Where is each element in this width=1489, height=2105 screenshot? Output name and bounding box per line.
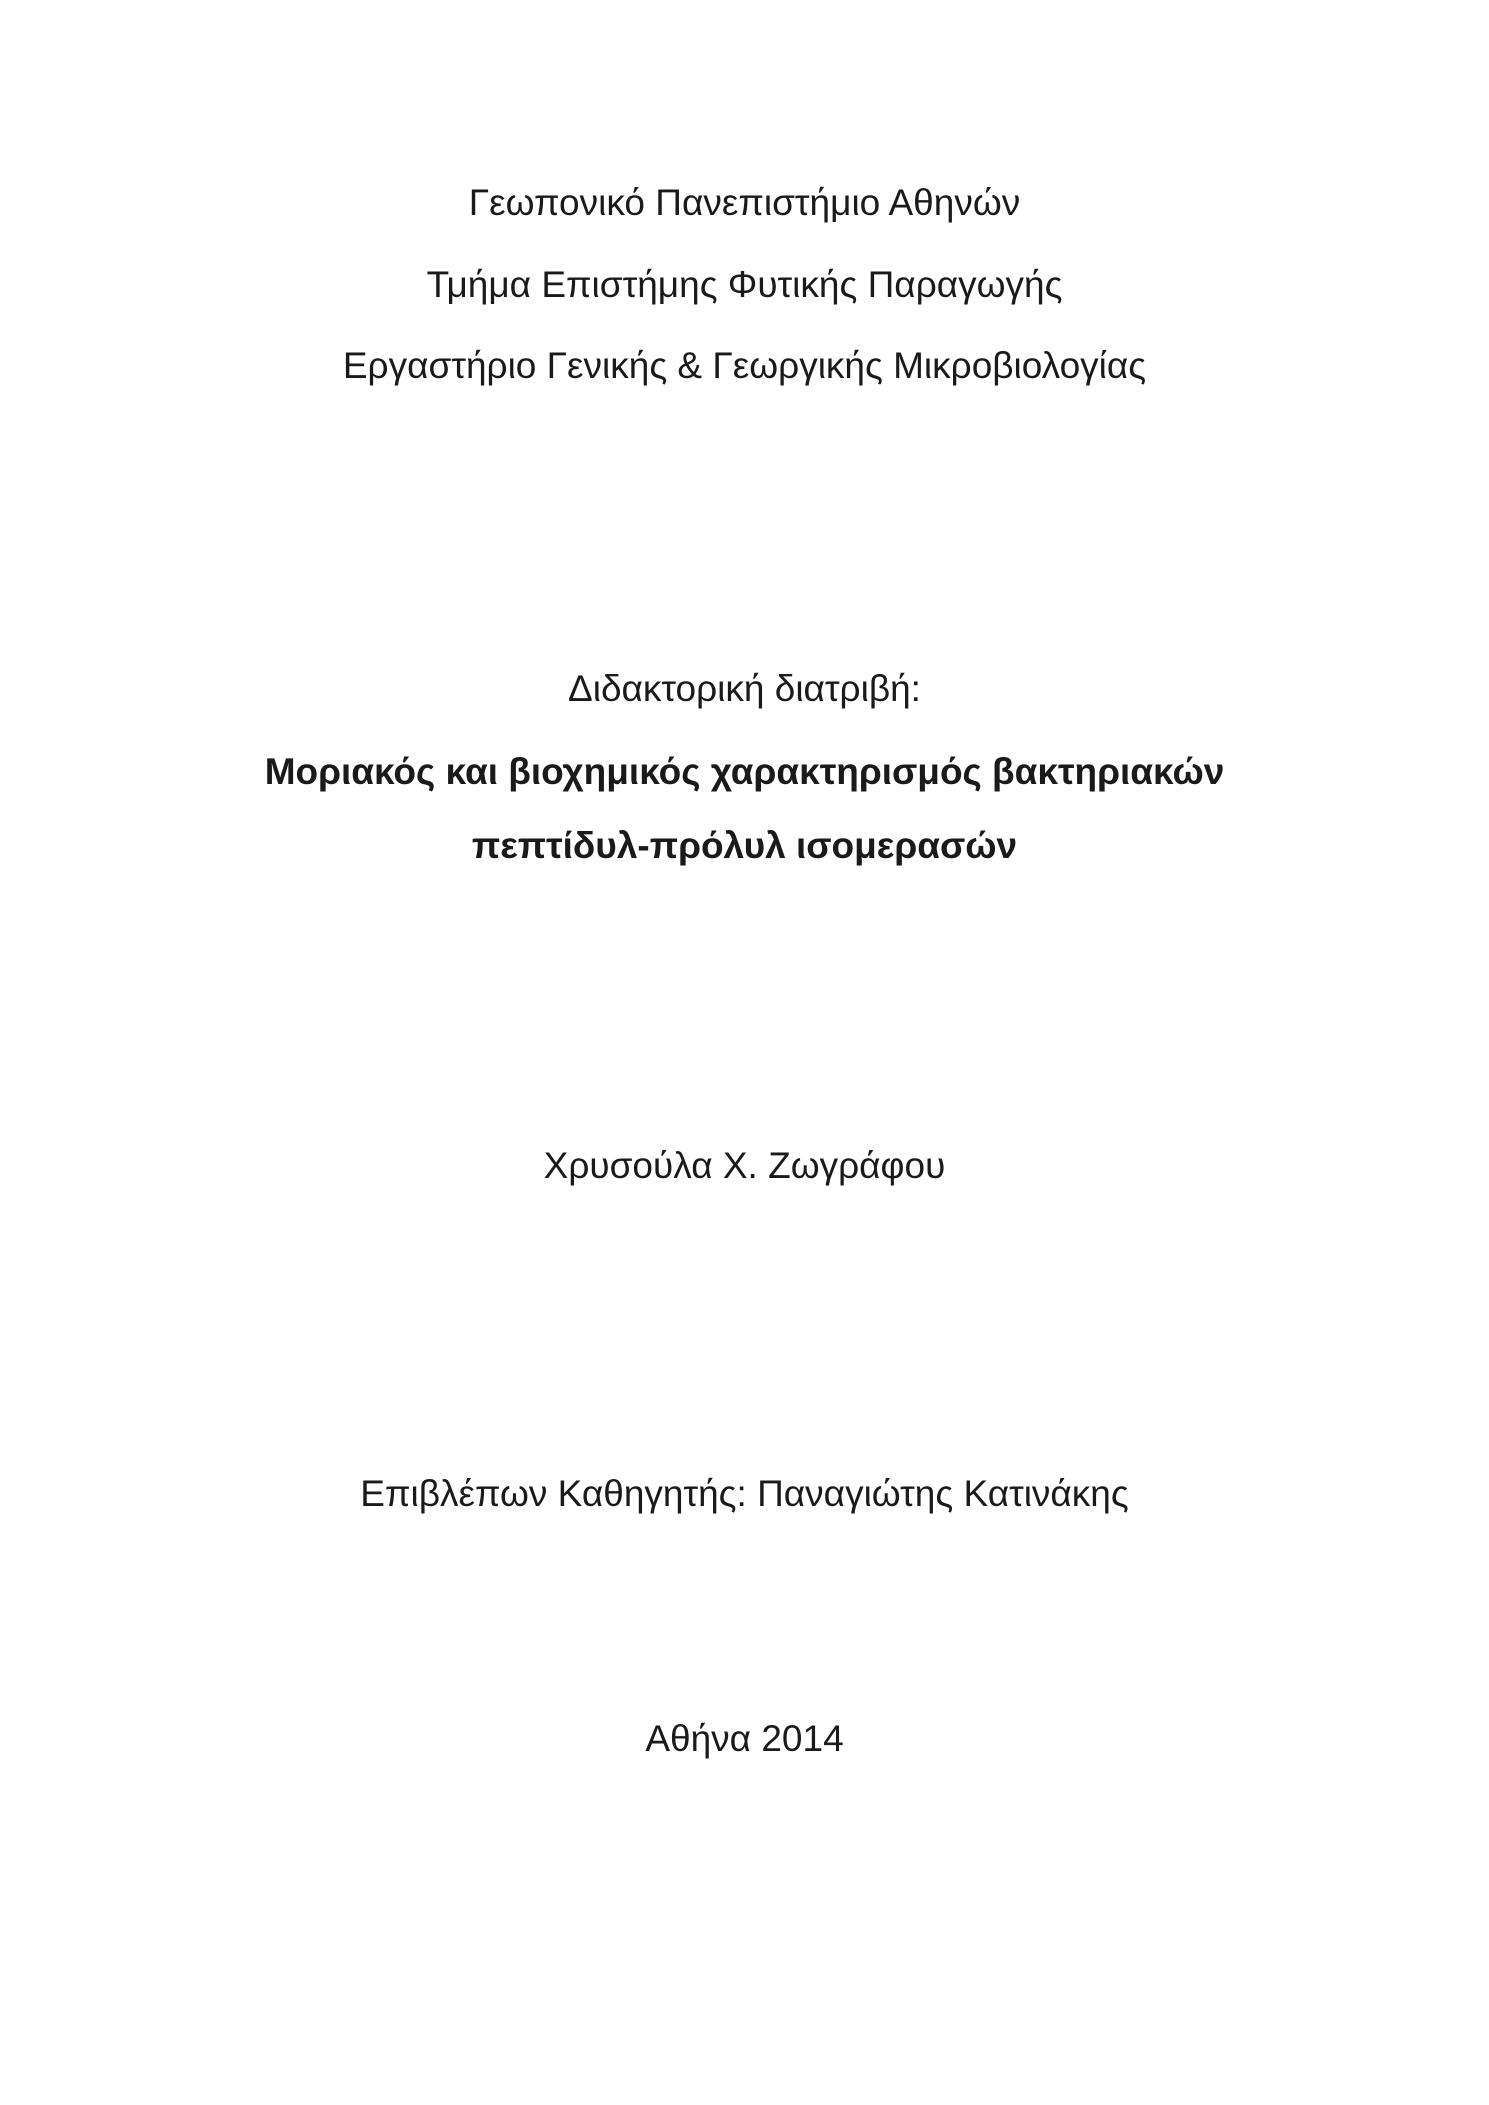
- department-name: Τμήμα Επιστήμης Φυτικής Παραγωγής: [426, 264, 1063, 305]
- thesis-type-label: Διδακτορική διατριβή:: [568, 668, 921, 709]
- thesis-title-line-2: πεπτίδυλ-πρόλυλ ισομερασών: [471, 825, 1018, 866]
- university-name: Γεωπονικό Πανεπιστήμιο Αθηνών: [468, 182, 1021, 223]
- supervisor-line: Επιβλέπων Καθηγητής: Παναγιώτης Κατινάκης: [360, 1473, 1129, 1514]
- thesis-title-line-1: Μοριακός και βιοχημικός χαρακτηρισμός βακτηριακών: [264, 751, 1225, 792]
- author-name: Χρυσούλα Χ. Ζωγράφου: [543, 1145, 946, 1186]
- place-and-date: Αθήνα 2014: [645, 1718, 844, 1759]
- laboratory-name: Εργαστήριο Γενικής & Γεωργικής Μικροβιολογίας: [342, 345, 1147, 386]
